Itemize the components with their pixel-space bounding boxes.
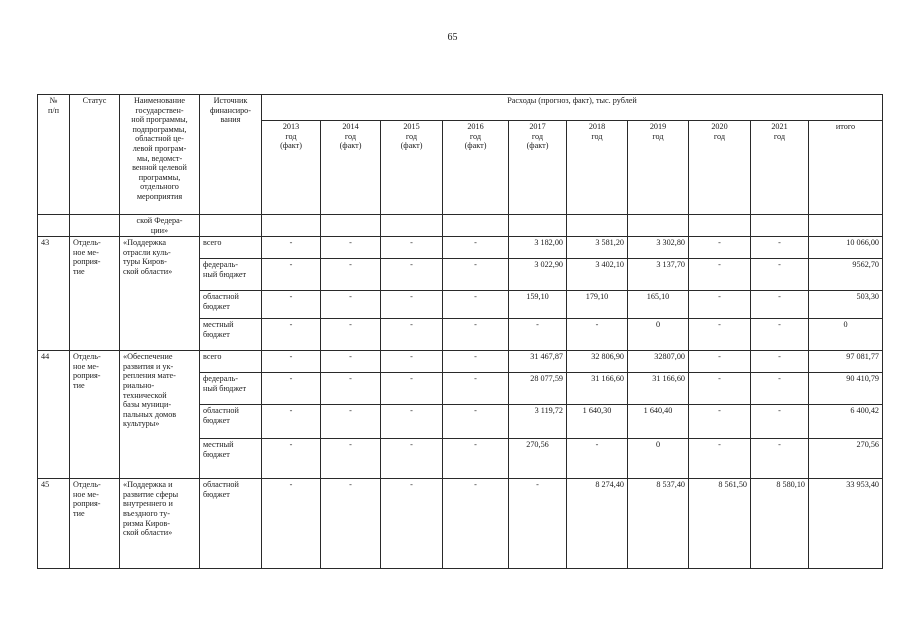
value-cell: - bbox=[751, 291, 809, 319]
value-cell: 165,10 bbox=[628, 291, 689, 319]
value-cell: - bbox=[689, 405, 751, 439]
value-cell: - bbox=[381, 319, 443, 351]
value-cell: 0 bbox=[628, 439, 689, 479]
row-name: «Обеспечение развития и ук- репления мате- риально- технической базы муници- пальных домов культуры» bbox=[120, 351, 200, 479]
value-cell: - bbox=[443, 479, 509, 569]
value-cell: 31 467,87 bbox=[509, 351, 567, 373]
header-year-2013: 2013 год (факт) bbox=[262, 121, 321, 215]
value-cell: - bbox=[567, 439, 628, 479]
value-cell: 270,56 bbox=[509, 439, 567, 479]
continuation-name: ской Федера- ции» bbox=[120, 215, 200, 237]
value-cell: - bbox=[381, 259, 443, 291]
header-year-2018: 2018 год bbox=[567, 121, 628, 215]
table-row bbox=[38, 237, 883, 259]
value-cell: - bbox=[262, 479, 321, 569]
value-cell: - bbox=[321, 237, 381, 259]
value-cell: - bbox=[751, 405, 809, 439]
value-cell: - bbox=[751, 259, 809, 291]
value-cell: 8 537,40 bbox=[628, 479, 689, 569]
total-cell: 9562,70 bbox=[809, 259, 883, 291]
value-cell: - bbox=[262, 439, 321, 479]
value-cell: - bbox=[689, 439, 751, 479]
value-cell: - bbox=[751, 373, 809, 405]
total-cell: 0 bbox=[809, 319, 883, 351]
value-cell: 8 274,40 bbox=[567, 479, 628, 569]
value-cell: - bbox=[262, 291, 321, 319]
value-cell: 8 580,10 bbox=[751, 479, 809, 569]
header-status: Статус bbox=[70, 95, 120, 215]
table-row bbox=[38, 351, 883, 373]
value-cell: - bbox=[381, 237, 443, 259]
row-source: местный бюджет bbox=[200, 319, 262, 351]
value-cell: - bbox=[751, 319, 809, 351]
value-cell: - bbox=[321, 405, 381, 439]
header-year-2017: 2017 год (факт) bbox=[509, 121, 567, 215]
table-row bbox=[38, 479, 883, 569]
value-cell: 159,10 bbox=[509, 291, 567, 319]
value-cell: 179,10 bbox=[567, 291, 628, 319]
value-cell: - bbox=[262, 237, 321, 259]
value-cell: 28 077,59 bbox=[509, 373, 567, 405]
value-cell: - bbox=[262, 405, 321, 439]
header-source: Источник финансиро- вания bbox=[200, 95, 262, 215]
header-year-2016: 2016 год (факт) bbox=[443, 121, 509, 215]
header-total: итого bbox=[809, 121, 883, 215]
value-cell: - bbox=[262, 319, 321, 351]
value-cell: - bbox=[381, 405, 443, 439]
value-cell: - bbox=[321, 373, 381, 405]
total-cell: 270,56 bbox=[809, 439, 883, 479]
value-cell: - bbox=[321, 291, 381, 319]
value-cell: - bbox=[443, 291, 509, 319]
value-cell: 3 182,00 bbox=[509, 237, 567, 259]
header-expenses: Расходы (прогноз, факт), тыс. рублей bbox=[262, 95, 883, 121]
header-row-top bbox=[38, 95, 883, 121]
value-cell: - bbox=[262, 351, 321, 373]
value-cell: - bbox=[689, 373, 751, 405]
row-number: 45 bbox=[38, 479, 70, 569]
header-year-2014: 2014 год (факт) bbox=[321, 121, 381, 215]
row-number: 43 bbox=[38, 237, 70, 351]
page-number: 65 bbox=[447, 32, 458, 43]
value-cell: 3 119,72 bbox=[509, 405, 567, 439]
value-cell: - bbox=[321, 319, 381, 351]
row-source: федераль- ный бюджет bbox=[200, 373, 262, 405]
continuation-row bbox=[38, 215, 883, 237]
header-year-2015: 2015 год (факт) bbox=[381, 121, 443, 215]
value-cell: - bbox=[321, 351, 381, 373]
value-cell: - bbox=[689, 237, 751, 259]
value-cell: - bbox=[443, 351, 509, 373]
value-cell: 1 640,40 bbox=[628, 405, 689, 439]
value-cell: - bbox=[751, 351, 809, 373]
value-cell: - bbox=[443, 439, 509, 479]
row-name: «Поддержка отрасли куль- туры Киров- ской области» bbox=[120, 237, 200, 351]
row-source: всего bbox=[200, 351, 262, 373]
value-cell: - bbox=[443, 373, 509, 405]
value-cell: - bbox=[262, 259, 321, 291]
value-cell: 0 bbox=[628, 319, 689, 351]
value-cell: - bbox=[509, 319, 567, 351]
row-name: «Поддержка и развитие сферы внутреннего и въездного ту- ризма Киров- ской области» bbox=[120, 479, 200, 569]
value-cell: 8 561,50 bbox=[689, 479, 751, 569]
value-cell: 1 640,30 bbox=[567, 405, 628, 439]
row-source: федераль- ный бюджет bbox=[200, 259, 262, 291]
total-cell: 6 400,42 bbox=[809, 405, 883, 439]
total-cell: 90 410,79 bbox=[809, 373, 883, 405]
value-cell: - bbox=[321, 439, 381, 479]
value-cell: - bbox=[381, 351, 443, 373]
total-cell: 10 066,00 bbox=[809, 237, 883, 259]
row-status: Отдель- ное ме- роприя- тие bbox=[70, 237, 120, 351]
value-cell: 32807,00 bbox=[628, 351, 689, 373]
header-year-2020: 2020 год bbox=[689, 121, 751, 215]
value-cell: 3 402,10 bbox=[567, 259, 628, 291]
value-cell: - bbox=[689, 259, 751, 291]
value-cell: - bbox=[321, 259, 381, 291]
total-cell: 33 953,40 bbox=[809, 479, 883, 569]
expenses-table bbox=[37, 94, 883, 569]
row-source: местный бюджет bbox=[200, 439, 262, 479]
value-cell: - bbox=[689, 319, 751, 351]
row-status: Отдель- ное ме- роприя- тие bbox=[70, 479, 120, 569]
value-cell: 3 302,80 bbox=[628, 237, 689, 259]
value-cell: - bbox=[321, 479, 381, 569]
value-cell: - bbox=[381, 373, 443, 405]
value-cell: - bbox=[509, 479, 567, 569]
header-name: Наименование государствен- ной программы, подпрограммы, областной це- левой програм- мы, ведомст- венной целевой программы, отдельного мероприятия bbox=[120, 95, 200, 215]
value-cell: - bbox=[443, 237, 509, 259]
header-year-2019: 2019 год bbox=[628, 121, 689, 215]
value-cell: 32 806,90 bbox=[567, 351, 628, 373]
value-cell: 3 581,20 bbox=[567, 237, 628, 259]
value-cell: - bbox=[381, 479, 443, 569]
value-cell: 3 022,90 bbox=[509, 259, 567, 291]
row-source: всего bbox=[200, 237, 262, 259]
total-cell: 97 081,77 bbox=[809, 351, 883, 373]
value-cell: - bbox=[751, 237, 809, 259]
row-source: областной бюджет bbox=[200, 405, 262, 439]
row-status: Отдель- ное ме- роприя- тие bbox=[70, 351, 120, 479]
value-cell: - bbox=[443, 405, 509, 439]
value-cell: - bbox=[443, 259, 509, 291]
value-cell: - bbox=[381, 439, 443, 479]
value-cell: 31 166,60 bbox=[628, 373, 689, 405]
value-cell: 31 166,60 bbox=[567, 373, 628, 405]
value-cell: - bbox=[751, 439, 809, 479]
row-source: областной бюджет bbox=[200, 291, 262, 319]
value-cell: - bbox=[381, 291, 443, 319]
total-cell: 503,30 bbox=[809, 291, 883, 319]
value-cell: - bbox=[689, 351, 751, 373]
header-year-2021: 2021 год bbox=[751, 121, 809, 215]
header-no: № п/п bbox=[38, 95, 70, 215]
row-number: 44 bbox=[38, 351, 70, 479]
value-cell: - bbox=[443, 319, 509, 351]
value-cell: - bbox=[689, 291, 751, 319]
value-cell: - bbox=[262, 373, 321, 405]
value-cell: - bbox=[567, 319, 628, 351]
row-source: областной бюджет bbox=[200, 479, 262, 569]
value-cell: 3 137,70 bbox=[628, 259, 689, 291]
